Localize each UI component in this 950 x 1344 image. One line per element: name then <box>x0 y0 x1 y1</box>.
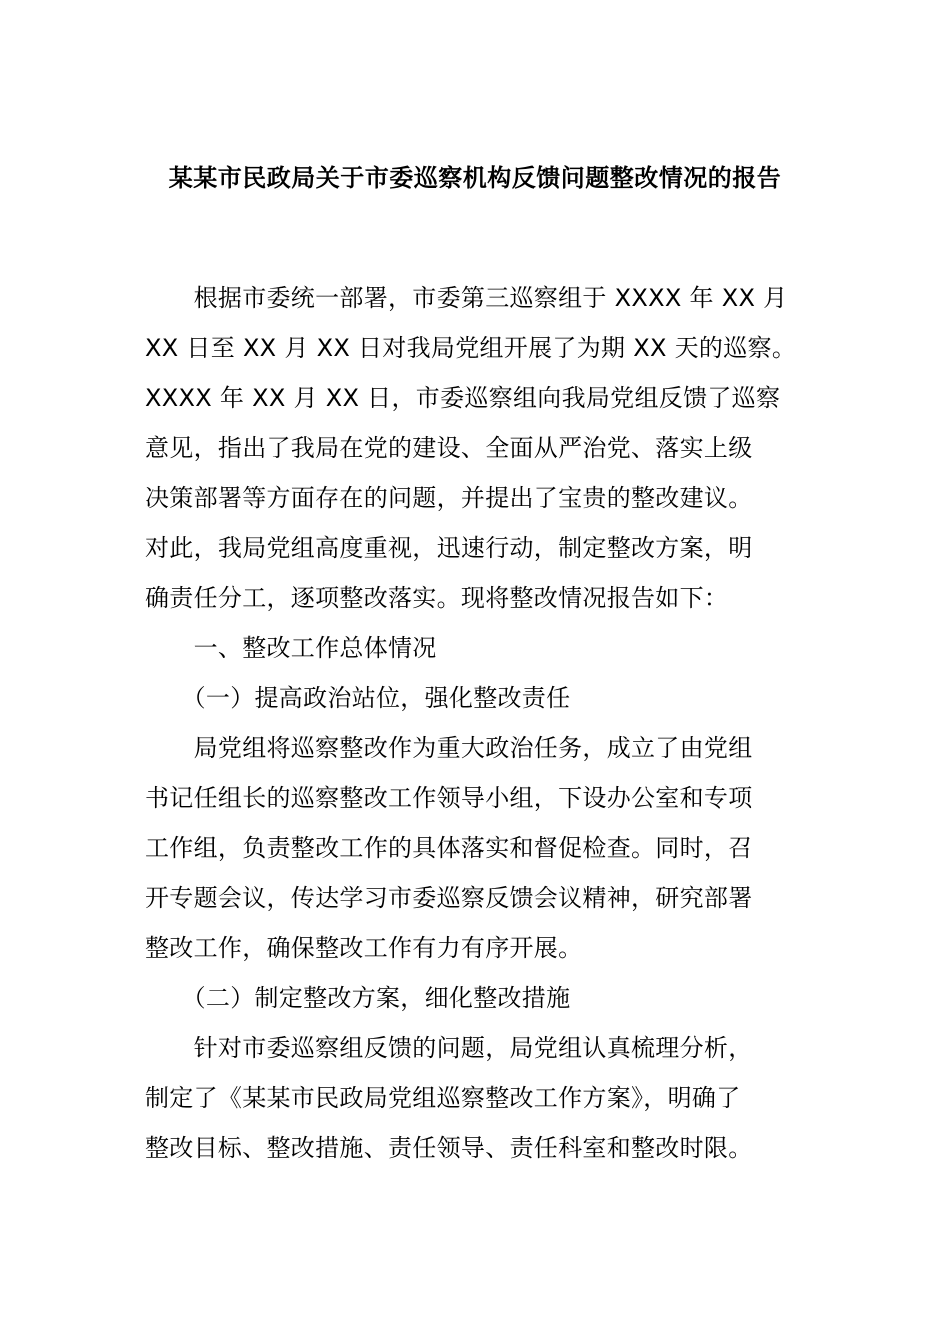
body-line: 局党组将巡察整改作为重大政治任务，成立了由党组 <box>145 734 753 762</box>
subsection-heading: （二）制定整改方案，细化整改措施 <box>145 984 571 1012</box>
body-line: 整改目标、整改措施、责任领导、责任科室和整改时限。 <box>145 1134 753 1162</box>
subsection-heading: （一）提高政治站位，强化整改责任 <box>145 684 571 712</box>
body-line: 开专题会议，传达学习市委巡察反馈会议精神，研究部署 <box>145 884 753 912</box>
body-line: 根据市委统一部署，市委第三巡察组于 XXXX 年 XX 月 <box>145 284 788 312</box>
body-line: 确责任分工，逐项整改落实。现将整改情况报告如下： <box>145 584 729 612</box>
body-line: 对此，我局党组高度重视，迅速行动，制定整改方案，明 <box>145 534 753 562</box>
body-line: 工作组，负责整改工作的具体落实和督促检查。同时，召 <box>145 834 753 862</box>
body-line: 决策部署等方面存在的问题，并提出了宝贵的整改建议。 <box>145 484 753 512</box>
body-line: 意见，指出了我局在党的建设、全面从严治党、落实上级 <box>145 434 753 462</box>
body-line: 整改工作，确保整改工作有力有序开展。 <box>145 934 583 962</box>
body-line: 针对市委巡察组反馈的问题，局党组认真梳理分析， <box>145 1034 753 1062</box>
body-line: 制定了《某某市民政局党组巡察整改工作方案》，明确了 <box>145 1084 741 1112</box>
section-heading: 一、整改工作总体情况 <box>145 634 437 662</box>
body-line: XX 日至 XX 月 XX 日对我局党组开展了为期 XX 天的巡察。 <box>145 334 797 362</box>
document-title: 某某市民政局关于市委巡察机构反馈问题整改情况的报告 <box>168 164 782 192</box>
body-line: 书记任组长的巡察整改工作领导小组，下设办公室和专项 <box>145 784 753 812</box>
body-line: XXXX 年 XX 月 XX 日，市委巡察组向我局党组反馈了巡察 <box>145 384 781 412</box>
